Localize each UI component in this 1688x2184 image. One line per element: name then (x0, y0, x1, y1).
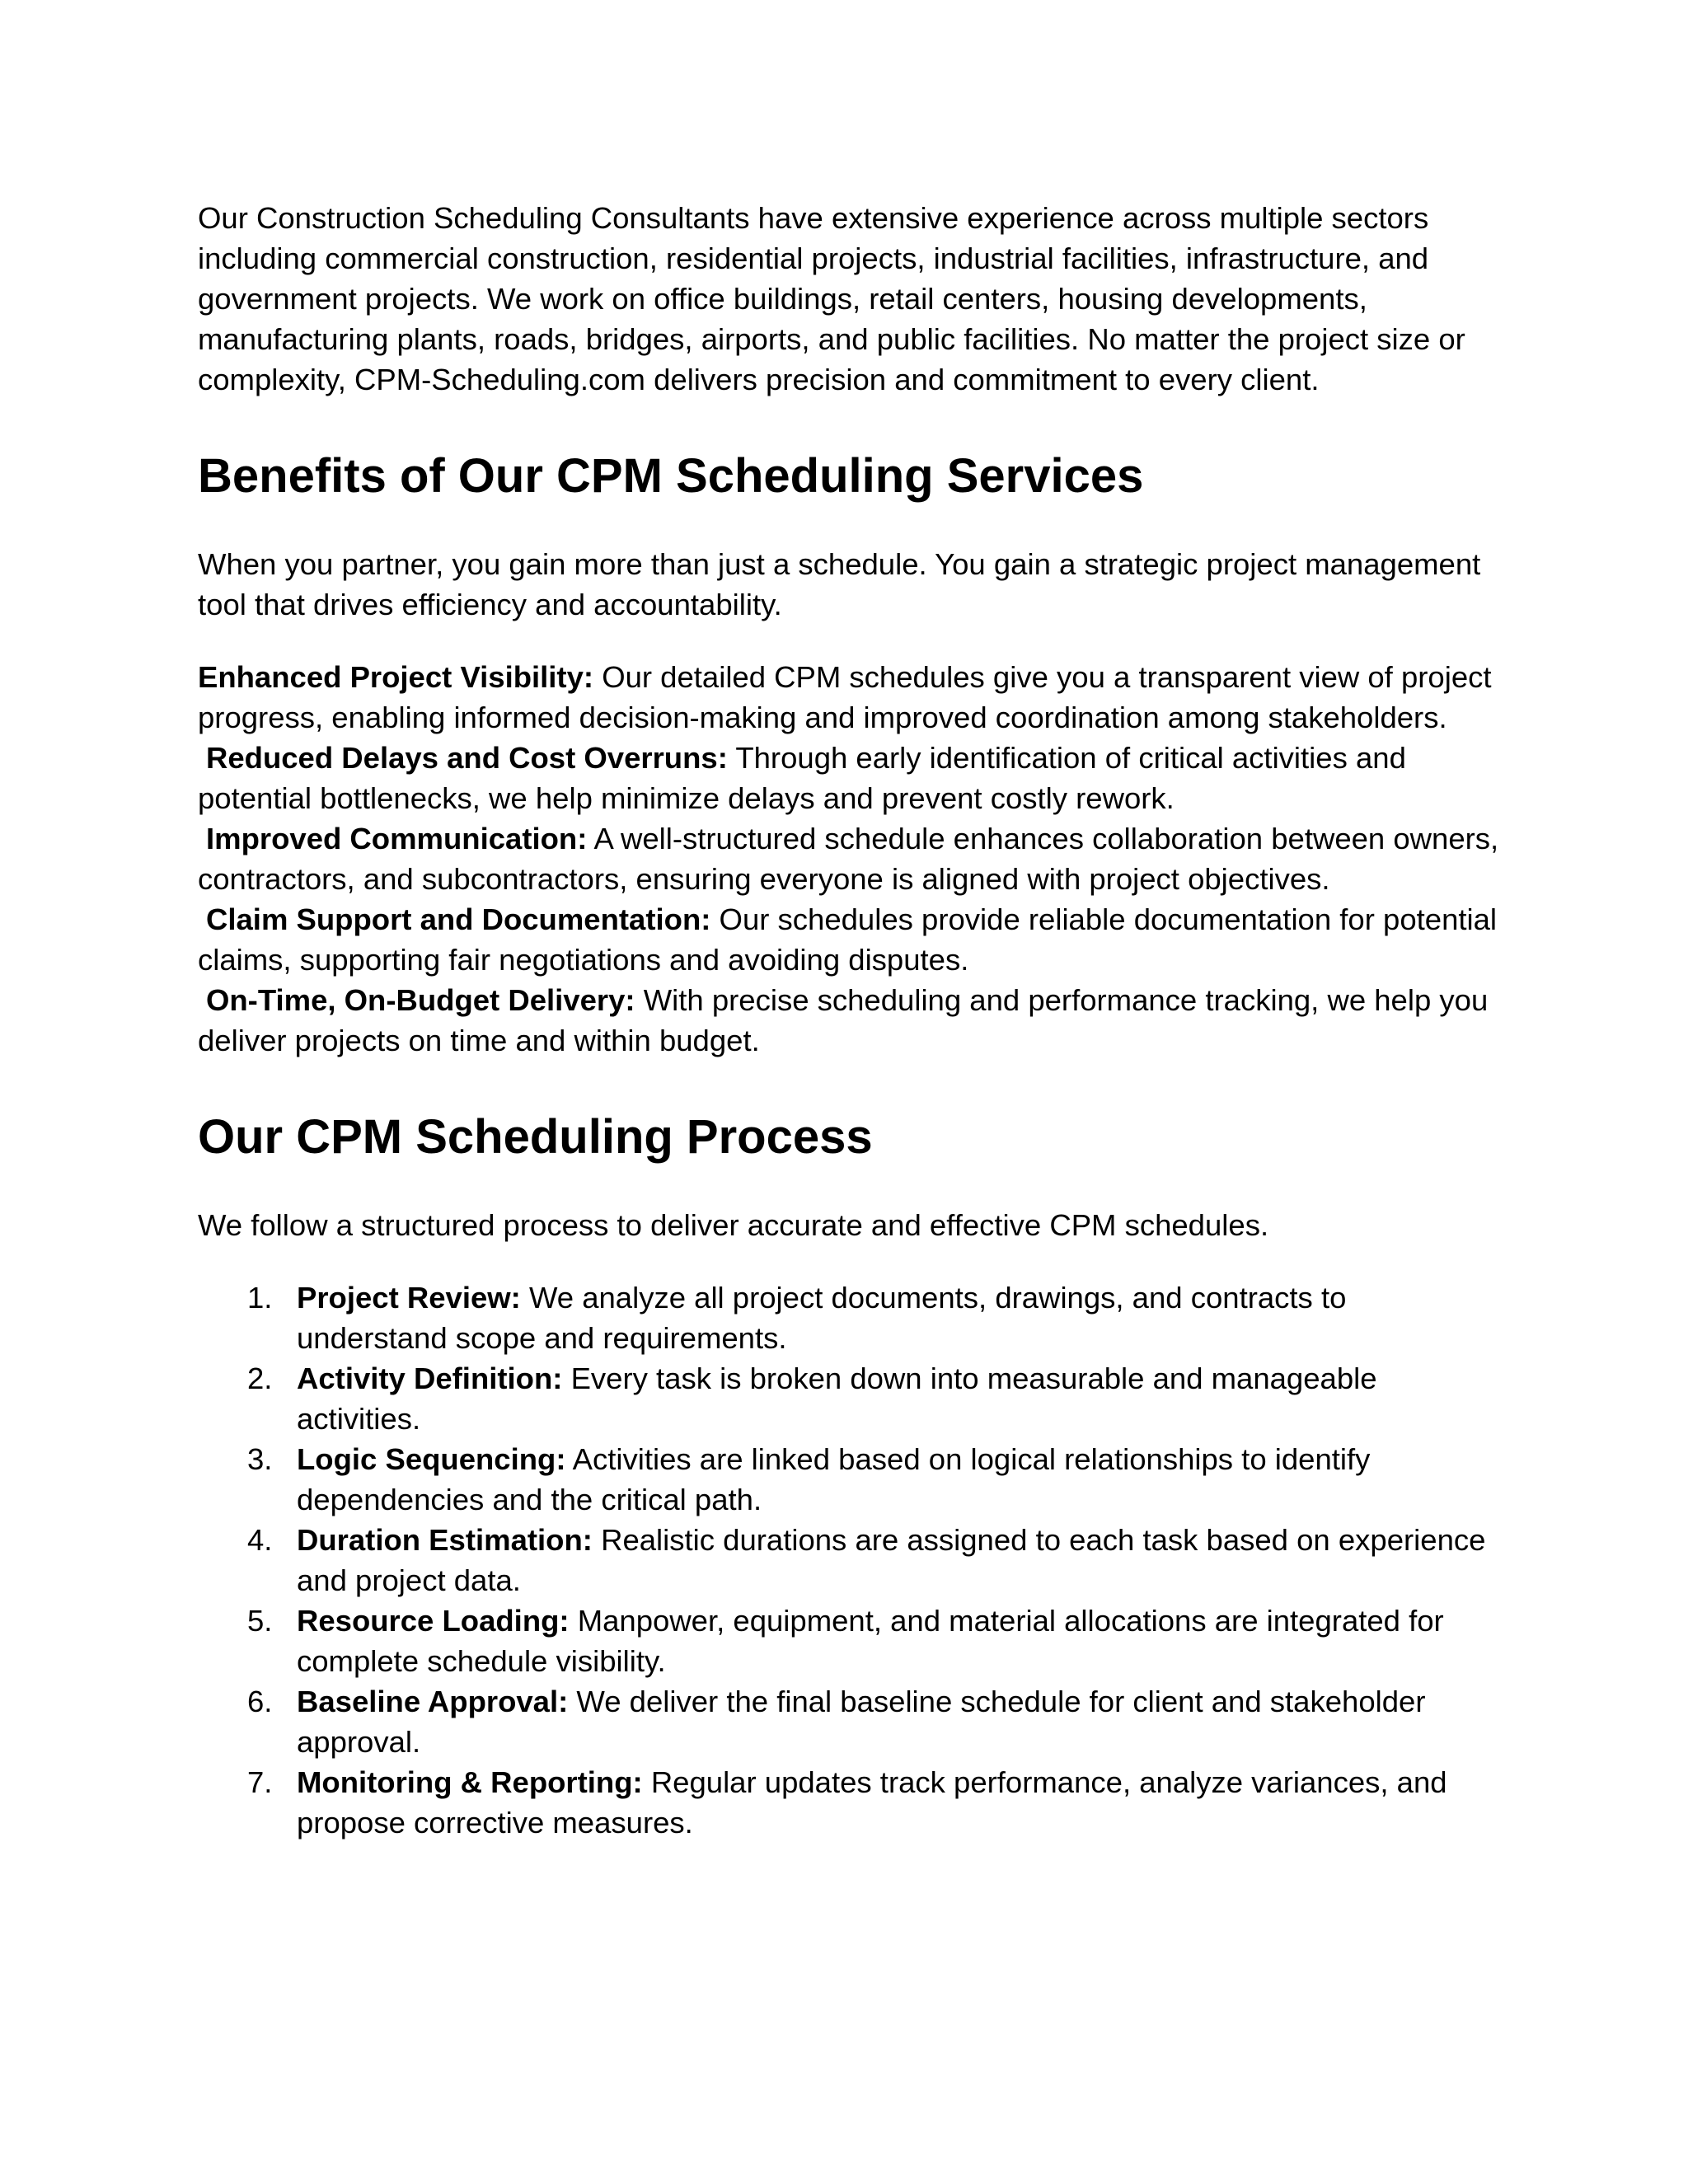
step-text: Regular updates track performance, analyze variances, and propose corrective measures. (297, 1765, 1447, 1840)
benefit-item (198, 657, 1500, 738)
benefits-lead-paragraph: When you partner, you gain more than just a schedule. You gain a strategic project management tool that drives efficiency and accountability. (198, 547, 1481, 621)
process-heading: Our CPM Scheduling Process (198, 1110, 873, 1164)
process-steps-list (198, 1277, 1500, 1843)
benefit-item (198, 980, 1500, 1061)
step-number: 5. (247, 1604, 273, 1638)
step-label: Resource Loading: (297, 1604, 570, 1638)
step-label: Baseline Approval: (297, 1685, 569, 1718)
process-step (198, 1520, 1500, 1601)
process-step (198, 1762, 1500, 1843)
benefits-heading: Benefits of Our CPM Scheduling Services (198, 449, 1144, 503)
step-label: Monitoring & Reporting: (297, 1765, 643, 1799)
benefit-item (198, 899, 1500, 980)
step-text: Realistic durations are assigned to each task based on experience and project data. (297, 1523, 1486, 1597)
process-step (198, 1358, 1500, 1439)
step-number: 4. (247, 1523, 273, 1557)
step-number: 2. (247, 1361, 273, 1395)
benefit-text: With precise scheduling and performance tracking, we help you deliver projects on time and within budget. (198, 983, 1489, 1057)
benefit-text: Our detailed CPM schedules give you a transparent view of project progress, enabling informed decision-making and improved coordination among stakeholders. (198, 660, 1492, 734)
benefit-item (198, 738, 1500, 818)
benefit-item (198, 818, 1500, 899)
step-number: 1. (247, 1281, 273, 1315)
document-body (198, 198, 1500, 1843)
step-number: 6. (247, 1685, 273, 1718)
process-step (198, 1681, 1500, 1762)
process-step (198, 1601, 1500, 1681)
step-number: 7. (247, 1765, 273, 1799)
step-text: Manpower, equipment, and material allocations are integrated for complete schedule visibility. (297, 1604, 1444, 1678)
process-step (198, 1277, 1500, 1358)
process-step (198, 1439, 1500, 1520)
step-text: Every task is broken down into measurable and manageable activities. (297, 1361, 1377, 1436)
benefit-text: Through early identification of critical activities and potential bottlenecks, we help minimize delays and prevent costly rework. (198, 741, 1406, 815)
benefit-label: On-Time, On-Budget Delivery: (206, 983, 635, 1017)
benefit-label: Improved Communication: (206, 822, 588, 855)
benefit-text: Our schedules provide reliable documentation for potential claims, supporting fair negotiations and avoiding disputes. (198, 902, 1498, 977)
step-text: We deliver the final baseline schedule for client and stakeholder approval. (297, 1685, 1426, 1759)
step-text: We analyze all project documents, drawings, and contracts to understand scope and requirements. (297, 1281, 1347, 1355)
step-label: Duration Estimation: (297, 1523, 593, 1557)
step-number: 3. (247, 1442, 273, 1476)
benefit-text: A well-structured schedule enhances collaboration between owners, contractors, and subcontractors, ensuring everyone is aligned with project objectives. (198, 822, 1499, 896)
step-label: Activity Definition: (297, 1361, 563, 1395)
intro-paragraph: Our Construction Scheduling Consultants have extensive experience across multiple sectors including commercial construction, residential projects, industrial facilities, infrastructure, and government projects. We work on office buildings, retail centers, housing developments, manufacturing plants, roads, bridges, airports, and public facilities. No matter the project size or complexity, CPM-Scheduling.com delivers precision and commitment to every client. (198, 201, 1465, 396)
step-text: Activities are linked based on logical relationships to identify dependencies and the critical path. (297, 1442, 1371, 1516)
process-lead-paragraph: We follow a structured process to deliver accurate and effective CPM schedules. (198, 1208, 1269, 1242)
benefit-label: Claim Support and Documentation: (206, 902, 711, 936)
benefit-label: Enhanced Project Visibility: (198, 660, 594, 694)
step-label: Project Review: (297, 1281, 521, 1315)
benefits-list (198, 657, 1500, 1061)
benefit-label: Reduced Delays and Cost Overruns: (206, 741, 728, 775)
step-label: Logic Sequencing: (297, 1442, 566, 1476)
